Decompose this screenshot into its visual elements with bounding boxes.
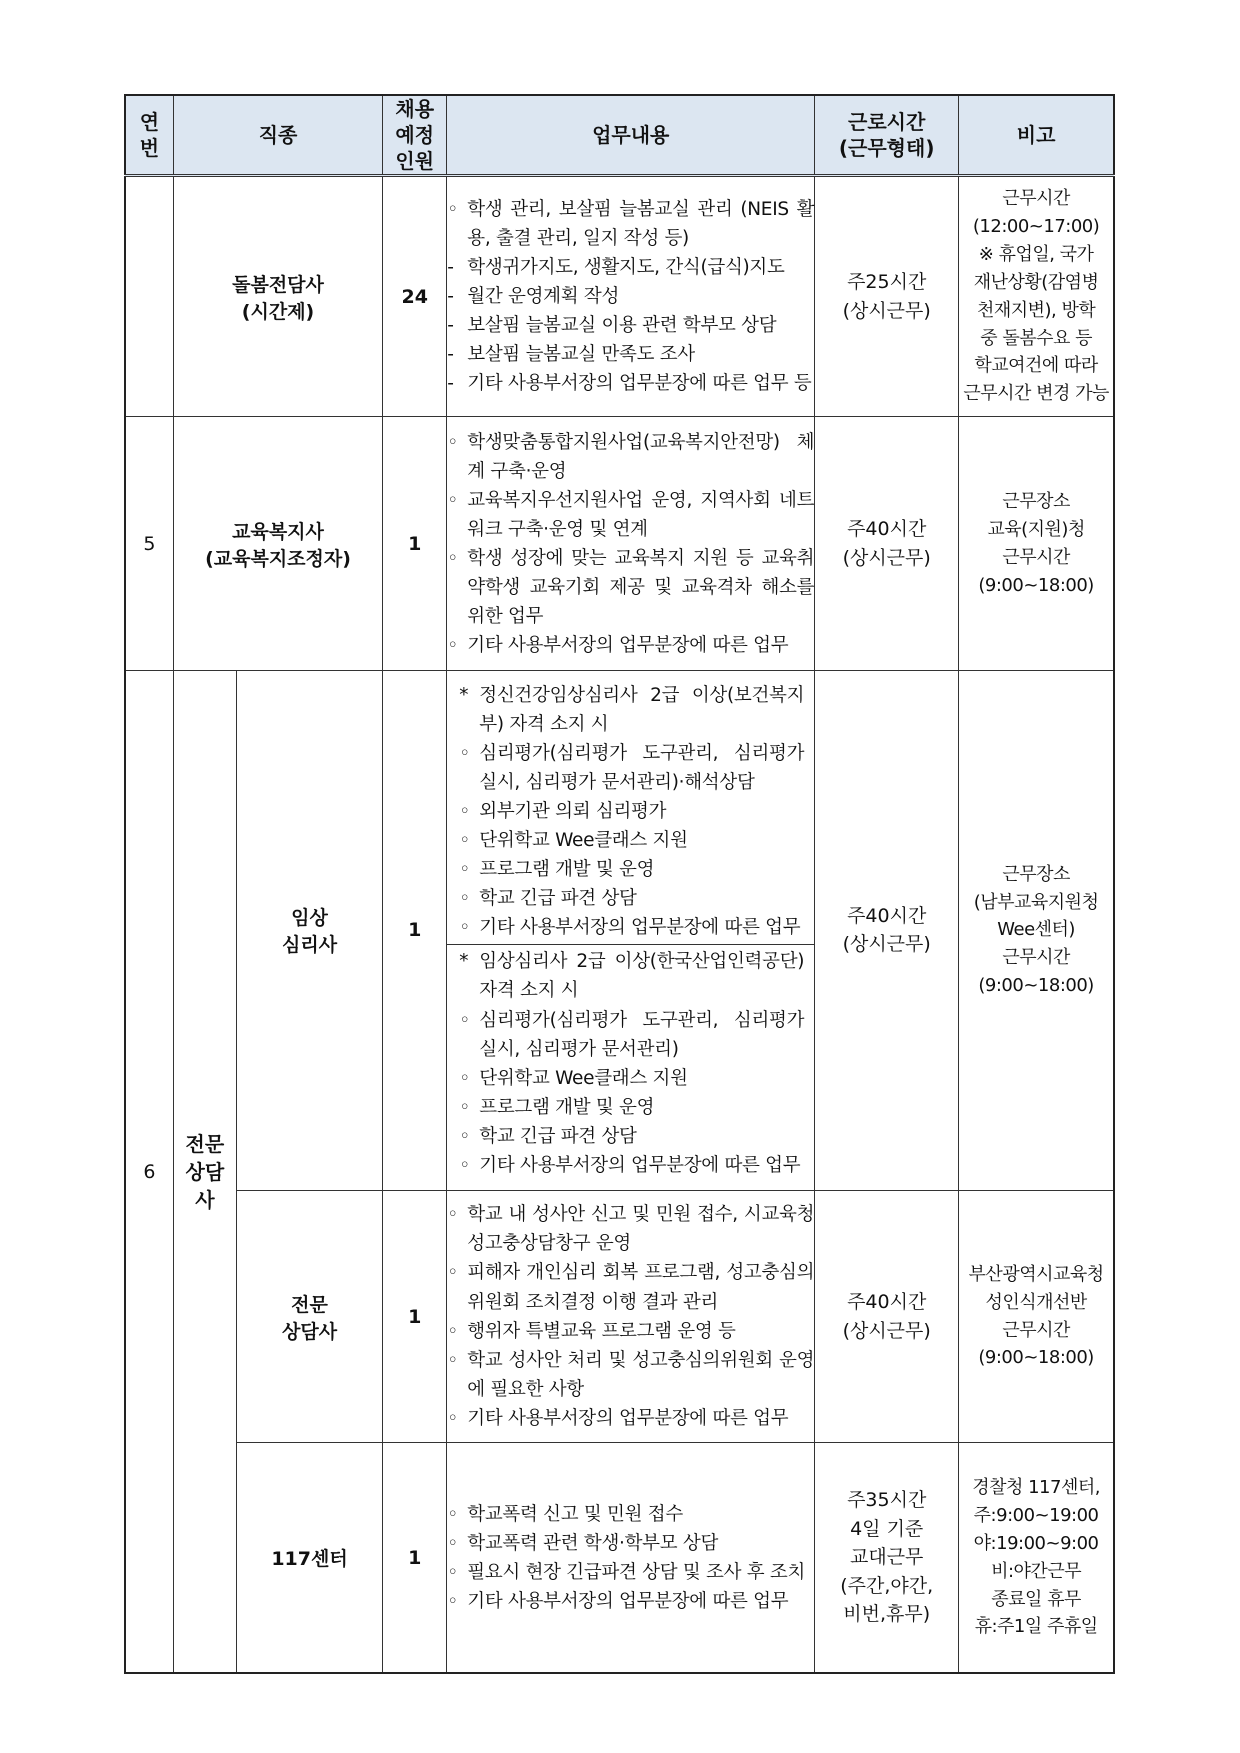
work-hours: 주40시간 (상시근무) [815, 671, 959, 1190]
bullet-marker: ◦ [459, 917, 470, 939]
duty-item [459, 1093, 804, 1122]
hire-count: 24 [383, 176, 447, 417]
job-title: 전문 상담사 [236, 1190, 382, 1443]
job-title: 임상 심리사 [236, 671, 382, 1190]
bullet-marker: ◦ [447, 1204, 458, 1226]
remarks: 근무장소 (남부교육지원청 Wee센터) 근무시간 (9:00~18:00) [959, 671, 1114, 1190]
job-title: 117센터 [236, 1443, 382, 1673]
duty-text: 기타 사용부서장의 업무분장에 따른 업무 [479, 1154, 801, 1176]
bullet-marker: ◦ [447, 1503, 458, 1525]
row-no [125, 176, 173, 417]
work-hours: 주40시간 (상시근무) [815, 417, 959, 671]
bullet-marker: ◦ [447, 1262, 458, 1284]
duty-item [447, 1404, 814, 1433]
duty-item [447, 369, 814, 398]
row-no: 6 [125, 671, 173, 1673]
duty-text: 학교 성사안 처리 및 성고충심의위원회 운영에 필요한 사항 [467, 1349, 815, 1400]
hire-count: 1 [383, 1443, 447, 1673]
duty-text: 학생 관리, 보살핌 늘봄교실 관리 (NEIS 활용, 출결 관리, 일지 작성 등) [467, 199, 815, 250]
job-title: 교육복지사 (교육복지조정자) [173, 417, 382, 671]
duty-list [447, 417, 815, 671]
duty-text: 학교폭력 관련 학생·학부모 상담 [467, 1532, 719, 1554]
bullet-marker: * [459, 685, 469, 707]
duty-item [447, 1529, 814, 1558]
bullet-marker: ◦ [459, 1009, 470, 1031]
duty-item [447, 311, 814, 340]
duty-text: 학생맞춤통합지원사업(교육복지안전망) 체계 구축·운영 [467, 431, 815, 482]
bullet-marker: ◦ [447, 199, 458, 221]
duty-item [447, 1317, 814, 1346]
bullet-marker: ◦ [447, 1590, 458, 1612]
work-hours: 주25시간 (상시근무) [815, 176, 959, 417]
bullet-marker: - [447, 344, 454, 366]
duty-item [447, 1587, 814, 1616]
duty-text: 기타 사용부서장의 업무분장에 따른 업무 [479, 917, 801, 939]
duty-list [447, 1443, 815, 1673]
duty-text: 기타 사용부서장의 업무분장에 따른 업무 등 [467, 373, 812, 395]
duty-item [447, 486, 814, 544]
duty-list [447, 176, 815, 417]
duty-text: 학교폭력 신고 및 민원 접수 [467, 1503, 683, 1525]
duty-text: 프로그램 개발 및 운영 [479, 1096, 655, 1118]
bullet-marker: ◦ [447, 547, 458, 569]
duty-list [447, 1190, 815, 1443]
header-job: 직종 [173, 95, 382, 176]
job-group: 전문 상담 사 [173, 671, 236, 1673]
duty-text: 프로그램 개발 및 운영 [479, 859, 655, 881]
bullet-marker: ◦ [459, 1125, 470, 1147]
duty-item [459, 1122, 804, 1151]
bullet-marker: - [447, 257, 454, 279]
bullet-marker: - [447, 286, 454, 308]
bullet-marker: ◦ [447, 431, 458, 453]
duty-list [447, 671, 815, 1190]
duty-text: 필요시 현장 긴급파견 상담 및 조사 후 조치 [467, 1561, 806, 1583]
header-hours: 근로시간 (근무형태) [815, 95, 959, 176]
header-note: 비고 [959, 95, 1114, 176]
duty-text: 기타 사용부서장의 업무분장에 따른 업무 [467, 1590, 789, 1612]
duty-item [447, 544, 814, 631]
duty-text: 심리평가(심리평가 도구관리, 심리평가 실시, 심리평가 문서관리) [479, 1009, 805, 1060]
duty-part-a [447, 679, 814, 945]
duty-item [447, 428, 814, 486]
duty-text: 학교 긴급 파견 상담 [479, 1125, 637, 1147]
duty-item [447, 1500, 814, 1529]
duty-text: 교육복지우선지원사업 운영, 지역사회 네트워크 구축·운영 및 연계 [467, 489, 815, 540]
duty-text: 심리평가(심리평가 도구관리, 심리평가 실시, 심리평가 문서관리)·해석상담 [479, 743, 805, 794]
duty-item [447, 1200, 814, 1258]
duty-text: 월간 운영계획 작성 [467, 286, 620, 308]
table-row [125, 671, 1114, 1190]
duty-text: 학교 긴급 파견 상담 [479, 888, 637, 910]
duty-item [447, 340, 814, 369]
work-hours: 주35시간 4일 기준 교대근무 (주간,야간, 비번,휴무) [815, 1443, 959, 1673]
bullet-marker: ◦ [447, 1532, 458, 1554]
duty-item [447, 1346, 814, 1404]
table-row [125, 1443, 1114, 1673]
header-duty: 업무내용 [447, 95, 815, 176]
bullet-marker: * [459, 951, 469, 973]
remarks: 부산광역시교육청 성인식개선반 근무시간 (9:00~18:00) [959, 1190, 1114, 1443]
duty-item [459, 1064, 804, 1093]
hire-count: 1 [383, 671, 447, 1190]
bullet-marker: ◦ [459, 1067, 470, 1089]
duty-text: 외부기관 의뢰 심리평가 [479, 801, 667, 823]
duty-text: 단위학교 Wee클래스 지원 [479, 1067, 688, 1089]
duty-item [447, 195, 814, 253]
header-count: 채용 예정 인원 [383, 95, 447, 176]
hire-count: 1 [383, 1190, 447, 1443]
duty-text: 정신건강임상심리사 2급 이상(보건복지부) 자격 소지 시 [479, 685, 805, 736]
duty-item [447, 282, 814, 311]
duty-item [459, 1151, 804, 1180]
remarks: 근무장소 교육(지원)청 근무시간 (9:00~18:00) [959, 417, 1114, 671]
bullet-marker: - [447, 315, 454, 337]
bullet-marker: ◦ [459, 1096, 470, 1118]
row-no: 5 [125, 417, 173, 671]
bullet-marker: ◦ [447, 1407, 458, 1429]
job-title: 돌봄전담사 (시간제) [173, 176, 382, 417]
bullet-marker: ◦ [447, 489, 458, 511]
duty-item [459, 855, 804, 884]
duty-text: 학생귀가지도, 생활지도, 간식(급식)지도 [467, 257, 785, 279]
duty-item [459, 947, 804, 1005]
duty-item [459, 913, 804, 942]
bullet-marker: - [447, 373, 454, 395]
work-hours: 주40시간 (상시근무) [815, 1190, 959, 1443]
duty-item [459, 884, 804, 913]
duty-text: 단위학교 Wee클래스 지원 [479, 830, 688, 852]
duty-text: 기타 사용부서장의 업무분장에 따른 업무 [467, 1407, 789, 1429]
duty-item [459, 739, 804, 797]
bullet-marker: ◦ [447, 1320, 458, 1342]
duty-part-b [447, 945, 814, 1181]
duty-text: 기타 사용부서장의 업무분장에 따른 업무 [467, 634, 789, 656]
duty-item [447, 1558, 814, 1587]
duty-text: 임상심리사 2급 이상(한국산업인력공단) 자격 소지 시 [479, 951, 805, 1002]
bullet-marker: ◦ [459, 859, 470, 881]
bullet-marker: ◦ [459, 1154, 470, 1176]
duty-text: 피해자 개인심리 회복 프로그램, 성고충심의위원회 조치결정 이행 결과 관리 [467, 1262, 815, 1313]
duty-text: 학생 성장에 맞는 교육복지 지원 등 교육취약학생 교육기회 제공 및 교육격차 해소를 위한 업무 [467, 547, 815, 627]
bullet-marker: ◦ [447, 1561, 458, 1583]
duty-item [447, 1258, 814, 1316]
bullet-marker: ◦ [459, 830, 470, 852]
bullet-marker: ◦ [459, 801, 470, 823]
table-row [125, 1190, 1114, 1443]
duty-text: 학교 내 성사안 신고 및 민원 접수, 시교육청 성고충상담창구 운영 [467, 1204, 815, 1255]
duty-text: 행위자 특별교육 프로그램 운영 등 [467, 1320, 736, 1342]
bullet-marker: ◦ [459, 888, 470, 910]
duty-item [459, 1006, 804, 1064]
table-row [125, 176, 1114, 417]
header-no: 연 번 [125, 95, 173, 176]
bullet-marker: ◦ [459, 743, 470, 765]
table-row [125, 417, 1114, 671]
duty-item [459, 681, 804, 739]
bullet-marker: ◦ [447, 634, 458, 656]
duty-item [447, 631, 814, 660]
duty-item [459, 826, 804, 855]
remarks: 경찰청 117센터, 주:9:00~19:00 야:19:00~9:00 비:야간근무 종료일 휴무 휴:주1일 주휴일 [959, 1443, 1114, 1673]
duty-text: 보살핌 늘봄교실 만족도 조사 [467, 344, 695, 366]
remarks: 근무시간 (12:00~17:00) ※ 휴업일, 국가 재난상황(감염병 천재지변), 방학 중 돌봄수요 등 학교여건에 따라 근무시간 변경 가능 [959, 176, 1114, 417]
bullet-marker: ◦ [447, 1349, 458, 1371]
duty-item [459, 797, 804, 826]
hire-count: 1 [383, 417, 447, 671]
duty-item [447, 253, 814, 282]
recruitment-table [124, 94, 1115, 1674]
duty-text: 보살핌 늘봄교실 이용 관련 학부모 상담 [467, 315, 777, 337]
